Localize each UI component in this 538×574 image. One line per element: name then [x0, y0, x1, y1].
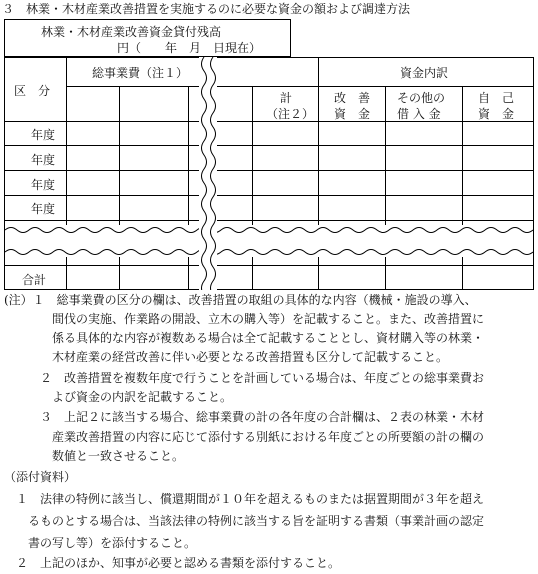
- note-line: 産業改善措置の内容に応じて添付する別紙における年度ごとの所要額の計の欄の: [4, 430, 485, 444]
- improvement-fund-header-2: 資 金: [334, 107, 371, 121]
- note-line: (注）１ 総事業費の区分の欄は、改善措置の取組の具体的な内容（機械・施設の導入、: [4, 293, 477, 307]
- break-marks: [5, 57, 533, 290]
- funding-breakdown-header: 資金内訳: [400, 66, 449, 80]
- other-loans-header-1: その他の: [397, 91, 446, 105]
- total-row-label: 合計: [22, 273, 47, 287]
- note-line: ３ 上記２に該当する場合、総事業費の計の各年度の合計欄は、２表の林業・木材: [4, 410, 485, 424]
- attachments-heading: （添付資料）: [4, 470, 77, 484]
- note-line: ２ 改善措置を複数年度で行うことを計画している場合は、年度ごとの総事業費お: [4, 371, 485, 385]
- category-header: 区 分: [14, 84, 51, 98]
- note-line: １ 法律の特例に該当し、償還期間が１０年を超えるものまたは据置期間が３年を超え: [4, 492, 485, 506]
- loan-balance-label: 林業・木材産業改善資金貸付残高: [41, 25, 222, 39]
- note-line: 木材産業の経営改善に伴い必要となる改善措置も区分して記載すること。: [4, 350, 449, 364]
- fiscal-year-row-label: 年度: [31, 153, 56, 167]
- other-loans-header-2: 借 入 金: [397, 107, 441, 121]
- section-heading: ３ 林業・木材産業改善措置を実施するのに必要な資金の額および調達方法: [2, 2, 411, 16]
- improvement-fund-header-1: 改 善: [334, 91, 371, 105]
- note-line: ２ 上記のほか、知事が必要と認める書類を添付すること。: [4, 556, 341, 570]
- subtotal-note: （注２）: [266, 107, 315, 121]
- note-line: 数値と一致させること。: [4, 449, 185, 463]
- note-line: るものとする場合は、当該法律の特例に該当する旨を証明する書類（事業計画の認定: [4, 514, 485, 528]
- subtotal-header: 計: [280, 91, 293, 105]
- fiscal-year-row-label: 年度: [31, 178, 56, 192]
- fiscal-year-row-label: 年度: [31, 202, 56, 216]
- fiscal-year-row-label: 年度: [31, 128, 56, 142]
- total-project-cost-header: 総事業費（注１）: [92, 66, 189, 80]
- note-line: 書の写し等）を添付すること。: [4, 536, 197, 550]
- note-line: よび資金の内訳を記載すること。: [4, 390, 233, 404]
- own-funds-header-2: 資 金: [478, 107, 515, 121]
- note-line: 係る具体的な内容が複数ある場合は全て記載することとし、資材購入等の林業・: [4, 331, 485, 345]
- note-line: 間伐の実施、作業路の開設、立木の購入等）を記載すること。また、改善措置に: [4, 312, 485, 326]
- loan-balance-date: 円（ 年 月 日現在）: [117, 41, 262, 55]
- own-funds-header-1: 自 己: [478, 91, 515, 105]
